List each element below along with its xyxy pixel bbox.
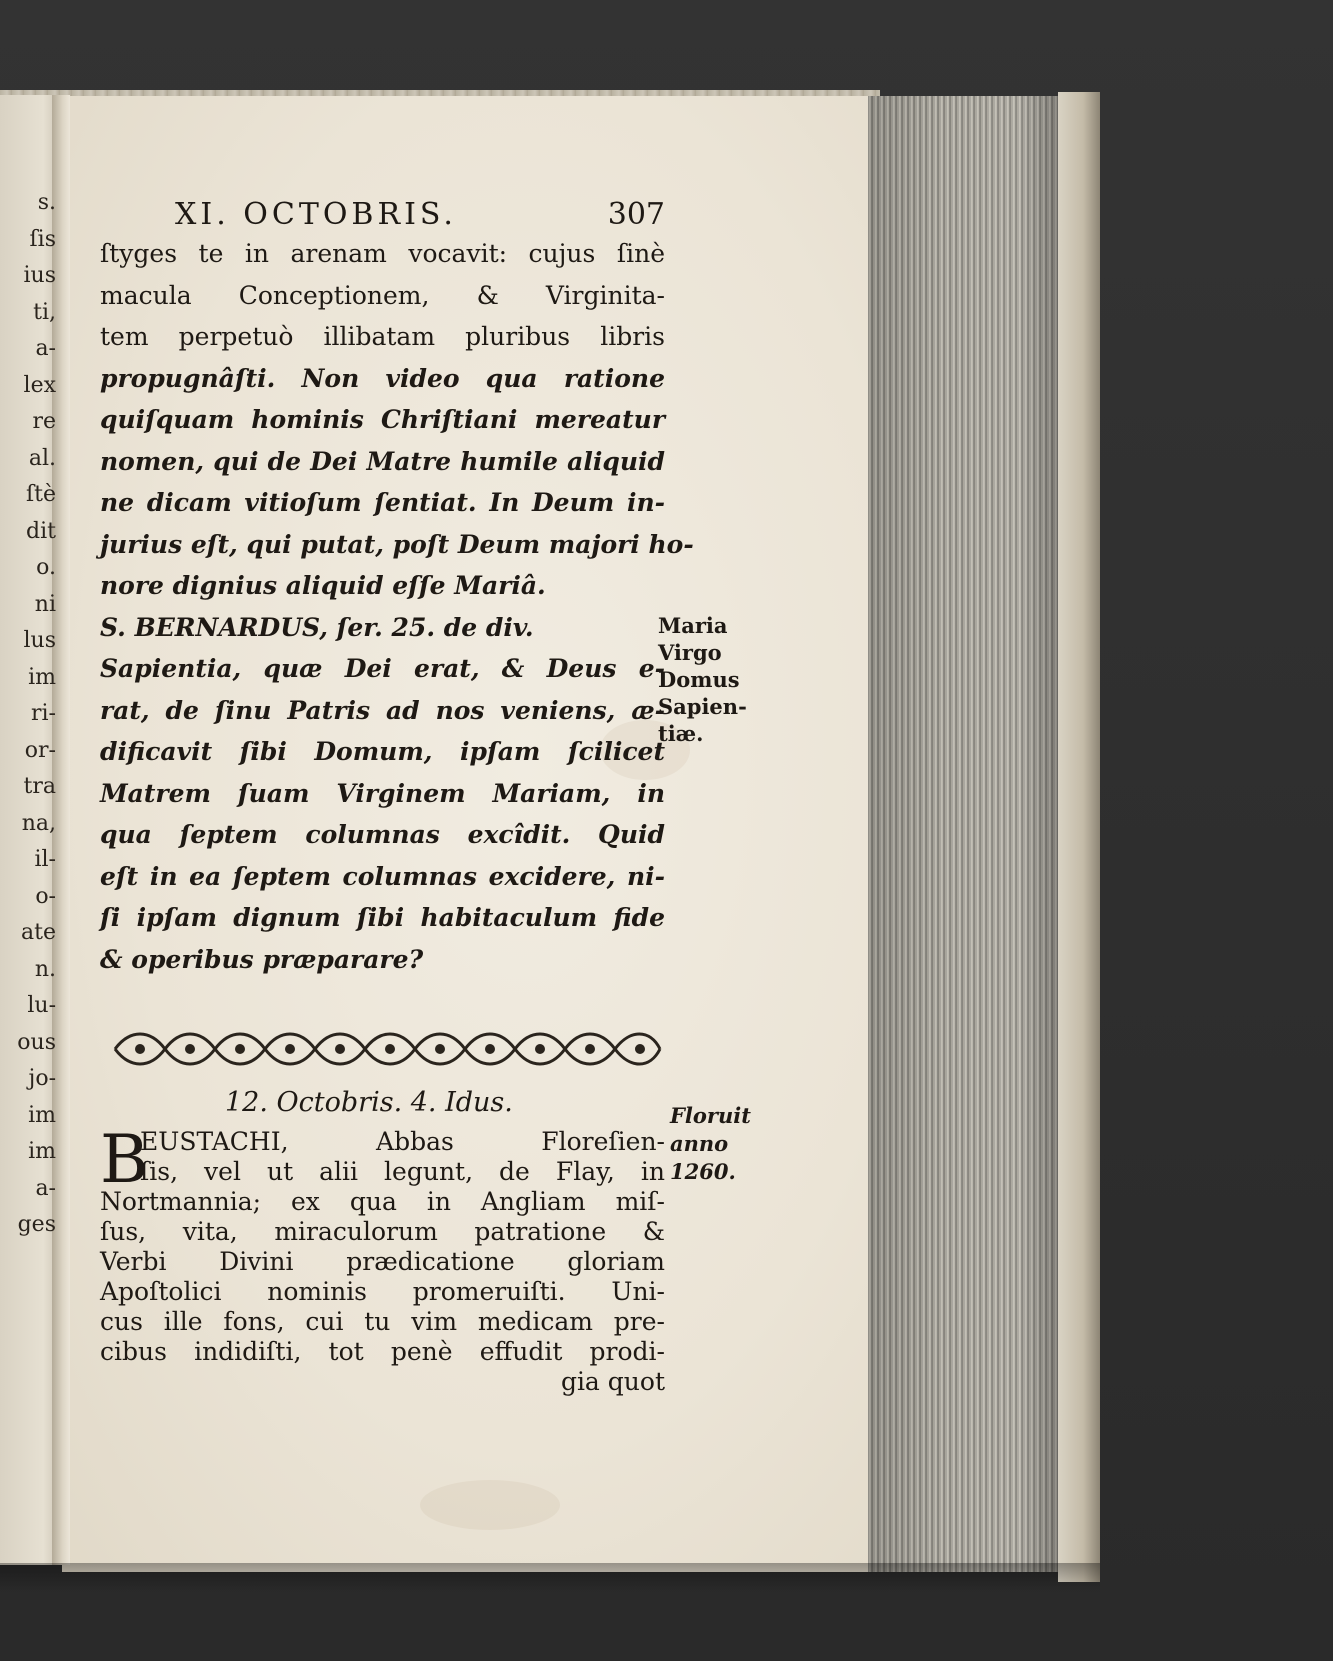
text-line: Verbi Divini prædicatione gloriam: [100, 1247, 665, 1276]
text-line: ne dicam vitioſum ſentiat. In Deum in-: [100, 488, 665, 517]
left-margin-fragment: im: [28, 664, 56, 690]
text-line: Nortmannia; ex qua in Angliam miſ-: [100, 1187, 665, 1216]
left-margin-fragment: o-: [35, 883, 56, 909]
side-note-floruit: [670, 1102, 751, 1186]
text-line: eſt in ea ſeptem columnas excidere, ni-: [100, 861, 665, 891]
text-line: ſus, vita, miraculorum patratione &: [100, 1217, 665, 1246]
left-margin-fragment: ges: [17, 1212, 56, 1237]
left-margin-fragment: jo-: [28, 1066, 56, 1091]
side-note-line: anno: [670, 1131, 729, 1156]
left-margin-fragment: ſtè: [25, 482, 56, 507]
day-heading: 12. Octobris. 4. Idus.: [225, 1087, 513, 1118]
left-margin-fragment: im: [28, 1139, 56, 1164]
text-line: Apoſtolici nominis promeruiſti. Uni-: [100, 1277, 665, 1306]
text-line: nore dignius aliquid eſſe Mariâ.: [100, 571, 546, 600]
text-line: tem perpetuò illibatam pluribus libris: [100, 322, 665, 351]
text-line: Matrem ſuam Virginem Mariam, in: [100, 778, 665, 808]
text-line: & operibus præparare?: [100, 944, 424, 974]
left-margin-fragment: ti,: [33, 299, 56, 325]
text-line: cibus indidiſti, tot penè effudit prodi-: [100, 1337, 665, 1366]
left-margin-fragment: ius: [23, 263, 56, 288]
text-line: EUSTACHI, Abbas Floreſien-: [140, 1127, 665, 1156]
text-line: jurius eſt, qui putat, poſt Deum majori ho-: [100, 529, 694, 559]
left-margin-fragment: a-: [35, 336, 56, 361]
left-margin-fragment: ſis: [29, 226, 56, 252]
side-note-maria: [658, 612, 747, 747]
left-margin-fragment: ate: [21, 920, 56, 945]
left-margin-fragment: ni: [34, 591, 56, 617]
text-line: ſi ipſam dignum ſibi habitaculum fide: [100, 903, 665, 932]
page-number: 307: [607, 197, 665, 232]
page-block-shade: [868, 96, 1058, 1572]
left-margin-fragment: re: [32, 409, 56, 434]
side-note-line: Sapien-: [658, 694, 747, 719]
side-note-line: Domus: [658, 667, 740, 692]
left-margin-fragment: na,: [21, 810, 56, 836]
left-margin-fragment: lu-: [27, 993, 56, 1018]
side-note-line: Virgo: [658, 640, 722, 665]
left-margin-fragment: a-: [35, 1175, 56, 1201]
left-margin-fragment: tra: [23, 774, 56, 799]
ornamental-band: [110, 1025, 665, 1073]
side-note-line: Maria: [658, 613, 728, 638]
text-line: qua ſeptem columnas excîdit. Quid: [100, 820, 665, 849]
side-note-line: 1260.: [670, 1159, 736, 1184]
left-margin-fragment: or-: [24, 737, 56, 763]
left-margin-fragment: al.: [28, 445, 56, 471]
text-line: Sapientia, quæ Dei erat, & Deus e-: [100, 654, 665, 683]
bottom-shadow: [0, 1563, 1100, 1593]
text-line: S. BERNARDUS, ſer. 25. de div.: [100, 612, 534, 642]
paper-stain: [420, 1480, 560, 1530]
left-margin-fragment: lus: [23, 628, 56, 653]
text-line: nomen, qui de Dei Matre humile aliquid: [100, 446, 665, 476]
text-line: dificavit ſibi Domum, ipſam ſcilicet: [100, 737, 665, 766]
text-line: propugnâſti. Non video qua ratione: [100, 363, 665, 393]
left-margin-fragment: ri-: [31, 701, 56, 726]
header-title: XI. OCTOBRIS.: [175, 197, 457, 232]
left-margin-fragment: dit: [26, 518, 56, 544]
text-line: quiſquam hominis Chriſtiani mereatur: [100, 405, 665, 434]
left-margin-fragment: im: [28, 1102, 56, 1128]
left-margin-fragment: lex: [23, 372, 56, 398]
book-cover-edge: [1058, 92, 1100, 1582]
left-margin-fragment: n.: [34, 956, 56, 982]
text-line: gia quot: [560, 1367, 665, 1396]
text-line: macula Conceptionem, & Virginita-: [100, 280, 665, 310]
left-margin-fragment: ous: [17, 1029, 56, 1055]
text-line: ſtyges te in arenam vocavit: cujus ſinè: [100, 239, 665, 268]
left-margin-fragment: il-: [34, 847, 56, 872]
side-note-line: tiæ.: [658, 721, 704, 746]
drop-initial: B: [100, 1121, 149, 1198]
text-line: rat, de ſinu Patris ad nos veniens, æ-: [100, 695, 665, 725]
running-header: [175, 197, 665, 237]
left-margin-fragment: s.: [37, 190, 56, 215]
text-line: cus ille fons, cui tu vim medicam pre-: [100, 1307, 665, 1336]
left-margin-fragment: o.: [36, 555, 56, 580]
side-note-line: Floruit: [670, 1103, 751, 1128]
text-line: ſis, vel ut alii legunt, de Flay, in: [140, 1157, 665, 1186]
